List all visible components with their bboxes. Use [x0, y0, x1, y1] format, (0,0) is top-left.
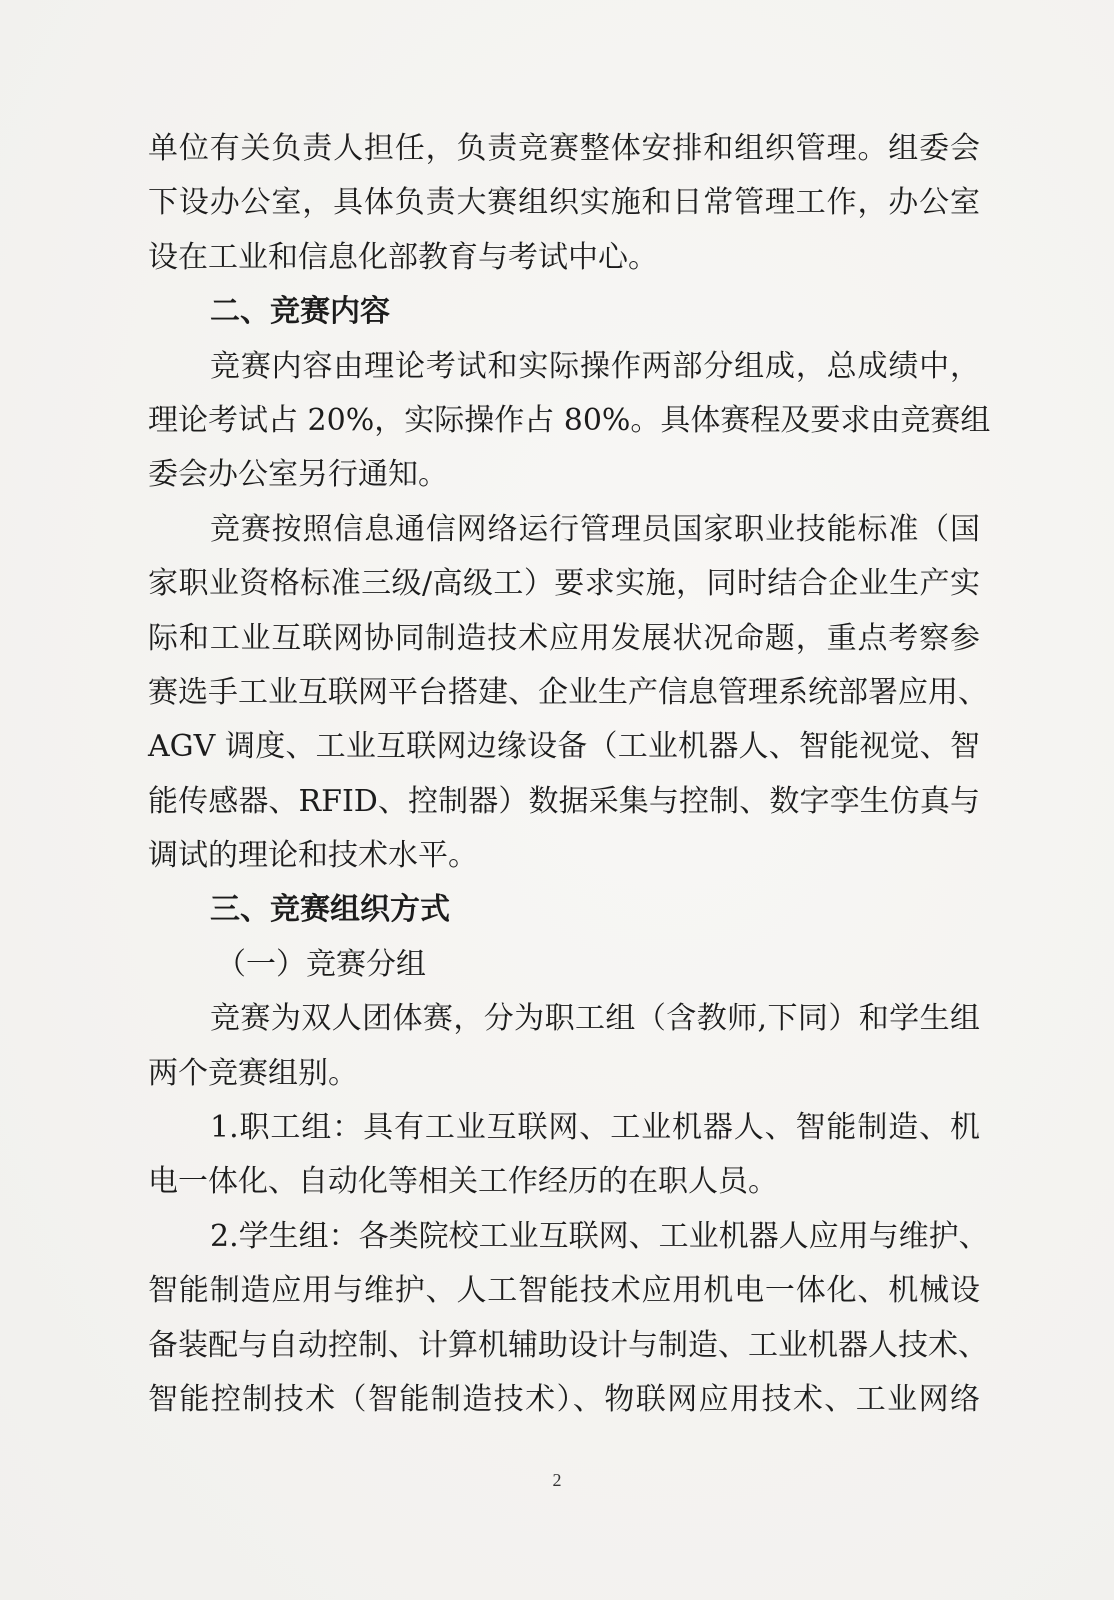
paragraph-line: 电一体化、自动化等相关工作经历的在职人员。: [148, 1164, 778, 1200]
section-heading: 三、竞赛组织方式: [210, 892, 450, 928]
subsection-heading: （一）竞赛分组: [216, 946, 426, 982]
paragraph-line: 调试的理论和技术水平。: [148, 838, 478, 874]
paragraph-line: 备装配与自动控制、计算机辅助设计与制造、工业机器人技术、: [148, 1327, 988, 1363]
paragraph-line: 竞赛内容由理论考试和实际操作两部分组成，总成绩中，: [210, 348, 980, 384]
paragraph-line: 设在工业和信息化部教育与考试中心。: [148, 239, 658, 275]
paragraph-line: 智能控制技术（智能制造技术）、物联网应用技术、工业网络: [148, 1381, 980, 1417]
paragraph-line: 能传感器、RFID、控制器）数据采集与控制、数字孪生仿真与: [148, 783, 980, 819]
document-body: [148, 122, 991, 1427]
paragraph-line: 单位有关负责人担任，负责竞赛整体安排和组织管理。组委会: [148, 131, 980, 166]
page-number: 2: [552, 1470, 562, 1490]
paragraph-line: AGV 调度、工业互联网边缘设备（工业机器人、智能视觉、智: [148, 729, 980, 765]
section-heading: 二、竞赛内容: [210, 294, 390, 330]
paragraph-line: 两个竞赛组别。: [148, 1055, 358, 1091]
paragraph-line: 际和工业互联网协同制造技术应用发展状况命题，重点考察参: [148, 620, 980, 656]
paragraph-line: 家职业资格标准三级/高级工）要求实施，同时结合企业生产实: [148, 566, 980, 602]
paragraph-line: 赛选手工业互联网平台搭建、企业生产信息管理系统部署应用、: [148, 674, 988, 710]
paragraph-line: 1.职工组：具有工业互联网、工业机器人、智能制造、机: [210, 1110, 980, 1146]
paragraph-line: 2.学生组：各类院校工业互联网、工业机器人应用与维护、: [210, 1218, 989, 1254]
paragraph-line: 理论考试占 20%，实际操作占 80%。具体赛程及要求由竞赛组: [148, 402, 991, 438]
paragraph-line: 下设办公室，具体负责大赛组织实施和日常管理工作，办公室: [148, 185, 980, 221]
paragraph-line: 委会办公室另行通知。: [148, 457, 448, 493]
paragraph-line: 智能制造应用与维护、人工智能技术应用机电一体化、机械设: [148, 1273, 980, 1309]
paragraph-line: 竞赛为双人团体赛，分为职工组（含教师,下同）和学生组: [210, 1001, 980, 1037]
paragraph-line: 竞赛按照信息通信网络运行管理员国家职业技能标准（国: [210, 511, 980, 547]
